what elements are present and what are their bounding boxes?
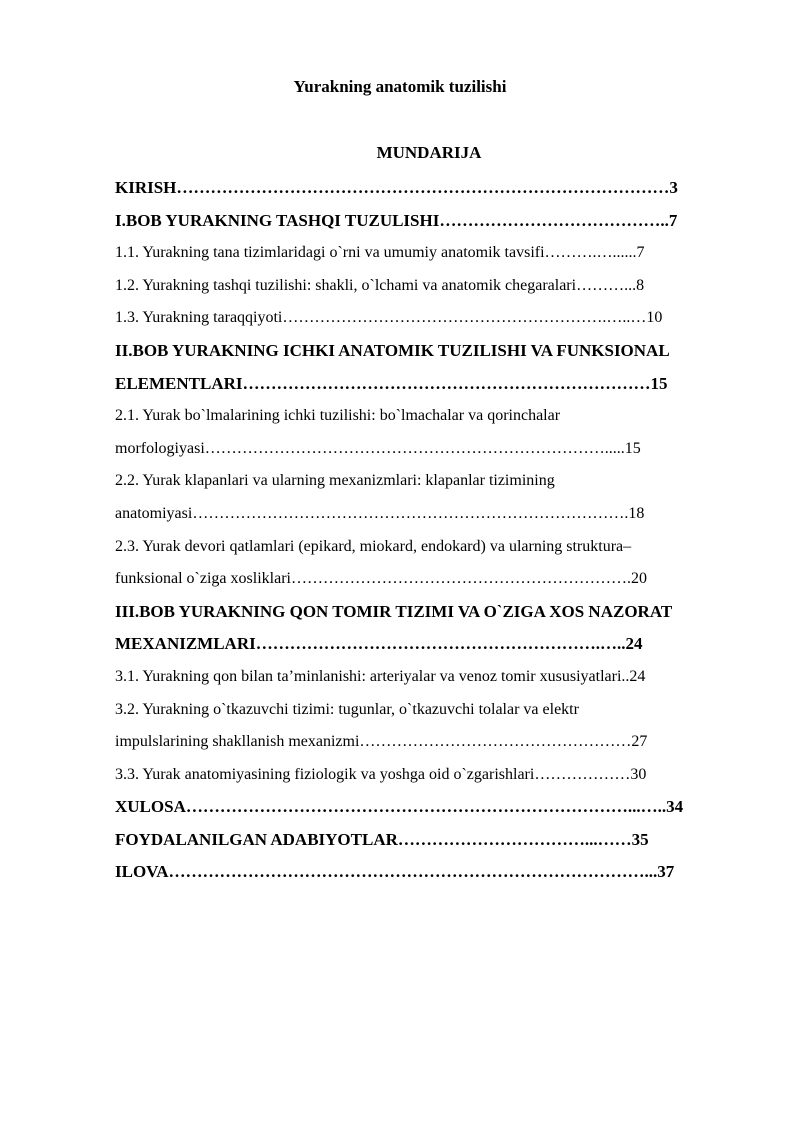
toc-entry: 2.2. Yurak klapanlari va ularning mexanizmlari: klapanlar tizimining [115,472,555,490]
toc-entry: I.BOB YURAKNING TASHQI TUZULISHI…………………………………..7 [115,210,678,230]
toc-entry: MEXANIZMLARI…………………………………………………….…..24 [115,634,643,654]
toc-entry: ELEMENTLARI………………………………………………………………15 [115,373,668,393]
table-of-contents [115,172,755,889]
toc-entry: funksional o`ziga xosliklari……………………………………………………….20 [115,570,647,588]
toc-entry: 2.1. Yurak bo`lmalarining ichki tuzilishi: bo`lmachalar va qorinchalar [115,407,561,425]
toc-entry: 1.2. Yurakning tashqi tuzilishi: shakli, o`lchami va anatomik chegaralari………...8 [115,276,645,294]
toc-entry: morfologiyasi………………………………………………………………….....15 [115,439,641,457]
toc-entry: 1.1. Yurakning tana tizimlaridagi o`rni va umumiy anatomik tavsifi……….…......7 [115,244,645,262]
toc-entry: KIRISH……………………………………………………………………………3 [115,178,678,197]
toc-entry: 3.3. Yurak anatomiyasining fiziologik va yoshga oid o`zgarishlari………………30 [115,765,647,783]
document-title: Yurakning anatomik tuzilishi [293,77,507,96]
toc-entry: ILOVA…………………………………………………………………………...37 [115,862,675,882]
toc-entry: XULOSA……………………………………………………………………...…..34 [115,797,684,817]
toc-entry: impulslarining shakllanish mexanizmi……………………………………………27 [115,733,648,751]
toc-entry: 2.3. Yurak devori qatlamlari (epikard, miokard, endokard) va ularning struktura– [115,537,632,555]
toc-entry: III.BOB YURAKNING QON TOMIR TIZIMI VA O`ZIGA XOS NAZORAT [115,601,673,621]
toc-entry: II.BOB YURAKNING ICHKI ANATOMIK TUZILISHI VA FUNKSIONAL [115,340,670,360]
toc-entry: 3.1. Yurakning qon bilan ta’minlanishi: arteriyalar va venoz tomir xususiyatlari..24 [115,667,646,685]
toc-entry: 3.2. Yurakning o`tkazuvchi tizimi: tugunlar, o`tkazuvchi tolalar va elektr [115,700,579,718]
toc-entry: FOYDALANILGAN ADABIYOTLAR……………………………...……35 [115,829,649,849]
toc-entry: 1.3. Yurakning taraqqiyoti…………………………………………………….…..…10 [115,309,663,327]
toc-heading: MUNDARIJA [376,143,482,162]
toc-entry: anatomiyasi……………………………………………………………………….18 [115,504,645,522]
